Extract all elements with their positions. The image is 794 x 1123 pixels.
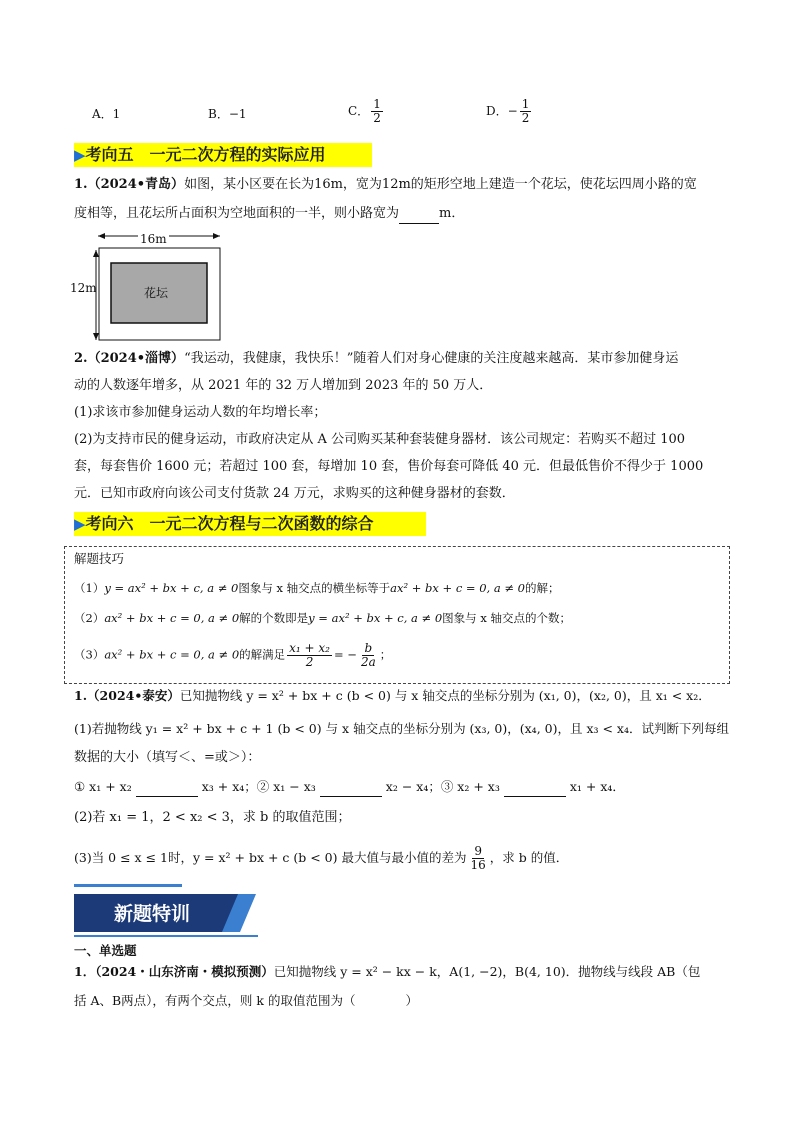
answer-blank [504, 782, 566, 797]
question-3-line-4 [74, 777, 625, 797]
option-d-prefix: D．− [486, 104, 518, 118]
tip-text: 的解满足 [239, 647, 286, 662]
answer-blank [399, 209, 439, 224]
answer-blank [320, 782, 382, 797]
question-2-line-5: 套，每套售价 1600 元；若超过 100 套，每增加 10 套，售价每套可降低 40 元．但最低售价不得少于 1000 [74, 459, 704, 474]
tip-2 [74, 608, 571, 628]
fraction-denominator: 2 [521, 111, 530, 125]
tip-formula: ax² + bx + c = 0, a ≠ 0 [104, 647, 240, 662]
question-2-line-2: 动的人数逐年增多，从 2021 年的 32 万人增加到 2023 年的 50 万人． [74, 378, 493, 393]
triangle-icon: ▶ [74, 515, 86, 533]
fraction-denominator: 16 [470, 858, 486, 872]
header-top-accent [74, 884, 182, 887]
tip-text: 图象与 x 轴交点的个数； [442, 611, 571, 625]
question-text: x₃ + x₄；② x₁ − x₃ [201, 779, 316, 794]
question-4-line-2: 括 A、B两点），有两个交点，则 k 的取值范围为（ ） [74, 993, 418, 1008]
fraction-numerator: 1 [373, 97, 381, 111]
triangle-icon: ▶ [74, 146, 86, 164]
arrow-left-icon [98, 233, 105, 239]
question-text: (3)当 0 ≤ x ≤ 1时，y = x² + bx + c (b < 0) 最大值与最小值的差为 [74, 850, 467, 865]
question-text: x₂ − x₄；③ x₂ + x₃ [385, 779, 500, 794]
tip-1 [74, 578, 559, 598]
tip-text: 解的个数即是 [239, 611, 309, 625]
new-section-title: 新题特训 [114, 903, 191, 925]
fraction-denominator: 2 [305, 655, 314, 669]
arrow-down-icon [93, 333, 99, 340]
fraction-numerator: b [364, 641, 373, 655]
height-label: 12m [70, 281, 97, 295]
tip-formula: ax² + bx + c = 0, a ≠ 0 [390, 581, 525, 595]
question-1-line-2 [74, 204, 464, 224]
question-text: “我运动，我健康，我快乐！”随着人们对身心健康的关注度越来越高．某市参加健身运 [184, 351, 679, 366]
tip-number: （3） [74, 647, 105, 662]
section-title: 考向六 一元二次方程与二次函数的综合 [85, 514, 374, 533]
option-d-fraction [520, 98, 532, 125]
tip-text: = − [334, 647, 357, 662]
question-text: m． [439, 206, 465, 221]
flower-bed-label: 花坛 [144, 286, 169, 300]
question-text: 已知抛物线 y = x² + bx + c (b < 0) 与 x 轴交点的坐标分别为 (x₁, 0)，(x₂, 0)，且 x₁ < x₂． [179, 688, 711, 703]
question-text: ，求 b 的值． [489, 850, 569, 865]
question-2-line-6: 元．已知市政府向该公司支付货款 24 万元，求购买的这种健身器材的套数． [74, 486, 515, 501]
question-3-fraction [469, 845, 488, 872]
width-label: 16m [140, 232, 167, 246]
tip-number: （1） [74, 581, 105, 595]
question-label: 1.（2024•泰安） [74, 688, 180, 703]
header-bottom-accent [74, 935, 258, 937]
option-c-prefix: C． [348, 104, 370, 118]
question-3-part-2: (2)若 x₁ = 1，2 < x₂ < 3，求 b 的取值范围； [74, 810, 351, 825]
answer-blank [136, 782, 198, 797]
tip-text: 的解； [524, 581, 560, 595]
question-text: 已知抛物线 y = x² − kx − k，A(1, −2)，B(4, 10)．抛物线与线段 AB（包 [273, 964, 701, 979]
arrow-right-icon [213, 233, 220, 239]
question-text: 如图，某小区要在长为16m，宽为12m的矩形空地上建造一个花坛，使花坛四周小路的宽 [184, 177, 697, 192]
question-1-line-1 [74, 175, 697, 195]
tip-formula: y = ax² + bx + c, a ≠ 0 [104, 581, 239, 595]
question-3-line-3: 数据的大小（填写＜、=或＞）： [74, 750, 261, 765]
question-4-line-1 [74, 962, 700, 982]
question-text: 度相等，且花坛所占面积为空地面积的一半，则小路宽为 [74, 206, 400, 221]
section-banner-5 [74, 143, 372, 167]
tip-text: ； [379, 647, 392, 662]
option-c [348, 98, 385, 125]
fraction-denominator: 2a [360, 655, 376, 669]
option-b: B．−1 [208, 107, 247, 121]
tip-formula: ax² + bx + c = 0, a ≠ 0 [104, 611, 240, 625]
question-2-part-1: (1)求该市参加健身运动人数的年均增长率； [74, 405, 327, 420]
single-choice-heading: 一、单选题 [74, 943, 137, 958]
tip-text: 图象与 x 轴交点的横坐标等于 [238, 581, 391, 595]
option-a: A．1 [92, 107, 121, 121]
tip-3-fraction-1 [287, 642, 332, 669]
option-d [486, 98, 533, 125]
tip-3-fraction-2 [359, 642, 378, 669]
question-2-part-2: (2)为支持市民的健身运动，市政府决定从 A 公司购买某种套装健身器材．该公司规定：若购买不超过 100 [74, 432, 686, 447]
tip-3 [74, 642, 391, 669]
section-title: 考向五 一元二次方程的实际应用 [85, 145, 326, 164]
fraction-numerator: x₁ + x₂ [289, 641, 330, 655]
tip-number: （2） [74, 611, 105, 625]
question-3-part-3 [74, 845, 568, 872]
fraction-denominator: 2 [373, 111, 381, 125]
tips-title: 解题技巧 [74, 551, 125, 566]
question-3-part-1: (1)若抛物线 y₁ = x² + bx + c + 1 (b < 0) 与 x 轴交点的坐标分别为 (x₃, 0)，(x₄, 0)，且 x₃ < x₄．试判断下列每组 [74, 721, 729, 736]
question-label: 1.（2024•青岛） [74, 177, 185, 192]
fraction-numerator: 9 [474, 844, 482, 858]
question-2-line-1 [74, 349, 678, 369]
question-label: 2.（2024•淄博） [74, 351, 185, 366]
question-text: x₁ + x₄． [569, 779, 625, 794]
section-banner-6 [74, 512, 426, 536]
question-text: ① x₁ + x₂ [74, 779, 132, 794]
option-c-fraction [371, 98, 383, 125]
question-label: 1．（2024・山东济南・模拟预测） [74, 964, 274, 979]
arrow-up-icon [93, 250, 99, 257]
tip-formula: y = ax² + bx + c, a ≠ 0 [308, 611, 443, 625]
fraction-numerator: 1 [521, 97, 530, 111]
question-3-line-1 [74, 686, 711, 706]
